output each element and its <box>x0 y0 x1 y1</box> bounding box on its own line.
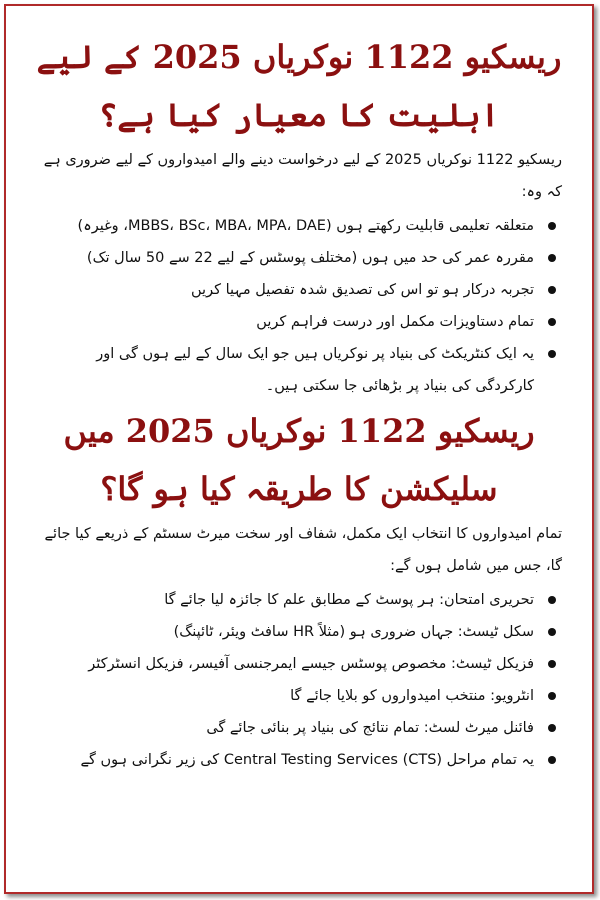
list-item-text: انٹرویو: منتخب امیدواروں کو بلایا جائے گا <box>290 688 534 704</box>
eligibility-intro: ریسکیو 1122 نوکریاں 2025 کے لیے درخواست دینے والے امیدواروں کے لیے ضروری ہے کہ وہ: <box>43 152 562 200</box>
list-item-text: یہ ایک کنٹریکٹ کی بنیاد پر نوکریاں ہیں جو ایک سال کے لیے ہوں گی اور کارکردگی کی بنیاد پر بڑھائی جا سکتی ہیں۔ <box>96 346 534 394</box>
article-content <box>6 6 592 776</box>
list-item <box>36 712 562 744</box>
article-frame <box>4 4 594 894</box>
list-item-text: فائنل میرٹ لسٹ: تمام نتائج کی بنیاد پر بنائی جائے گی <box>206 720 534 736</box>
eligibility-heading: ریسکیو 1122 نوکریاں 2025 کے لیے اہلیت کا معیار کیا ہے؟ <box>36 38 562 134</box>
list-item-text: سکل ٹیسٹ: جہاں ضروری ہو (مثلاً HR سافٹ ویئر، ٹائپنگ) <box>173 624 534 640</box>
bullet-icon <box>548 596 556 604</box>
list-item-text: فزیکل ٹیسٹ: مخصوص پوسٹس جیسے ایمرجنسی آفیسر، فزیکل انسٹرکٹر <box>88 656 534 672</box>
bullet-icon <box>548 628 556 636</box>
bullet-icon <box>548 350 556 358</box>
bullet-icon <box>548 724 556 732</box>
list-item <box>36 616 562 648</box>
list-item <box>36 242 562 274</box>
list-item <box>36 338 562 402</box>
list-item-text: تحریری امتحان: ہر پوسٹ کے مطابق علم کا جائزہ لیا جائے گا <box>164 592 534 608</box>
bullet-icon <box>548 660 556 668</box>
selection-intro: تمام امیدواروں کا انتخاب ایک مکمل، شفاف اور سخت میرٹ سسٹم کے ذریعے کیا جائے گا، جس میں شامل ہوں گے: <box>44 526 562 574</box>
bullet-icon <box>548 692 556 700</box>
bullet-icon <box>548 756 556 764</box>
eligibility-list <box>36 210 562 402</box>
list-item <box>36 584 562 616</box>
list-item-text: تمام دستاویزات مکمل اور درست فراہم کریں <box>256 314 534 330</box>
bullet-icon <box>548 222 556 230</box>
list-item-text: یہ تمام مراحل Central Testing Services (CTS) کی زیر نگرانی ہوں گے <box>80 752 534 768</box>
bullet-icon <box>548 318 556 326</box>
list-item <box>36 210 562 242</box>
list-item-text: مقررہ عمر کی حد میں ہوں (مختلف پوسٹس کے لیے 22 سے 50 سال تک) <box>86 250 534 266</box>
list-item <box>36 648 562 680</box>
list-item <box>36 306 562 338</box>
list-item <box>36 680 562 712</box>
bullet-icon <box>548 254 556 262</box>
list-item-text: متعلقہ تعلیمی قابلیت رکھتے ہوں (MBBS، BSc، MBA، MPA، DAE، وغیرہ) <box>77 218 534 234</box>
list-item-text: تجربہ درکار ہو تو اس کی تصدیق شدہ تفصیل مہیا کریں <box>191 282 534 298</box>
selection-heading: ریسکیو 1122 نوکریاں 2025 میں سلیکشن کا طریقہ کیا ہو گا؟ <box>63 412 535 508</box>
list-item <box>36 744 562 776</box>
list-item <box>36 274 562 306</box>
selection-list <box>36 584 562 776</box>
bullet-icon <box>548 286 556 294</box>
